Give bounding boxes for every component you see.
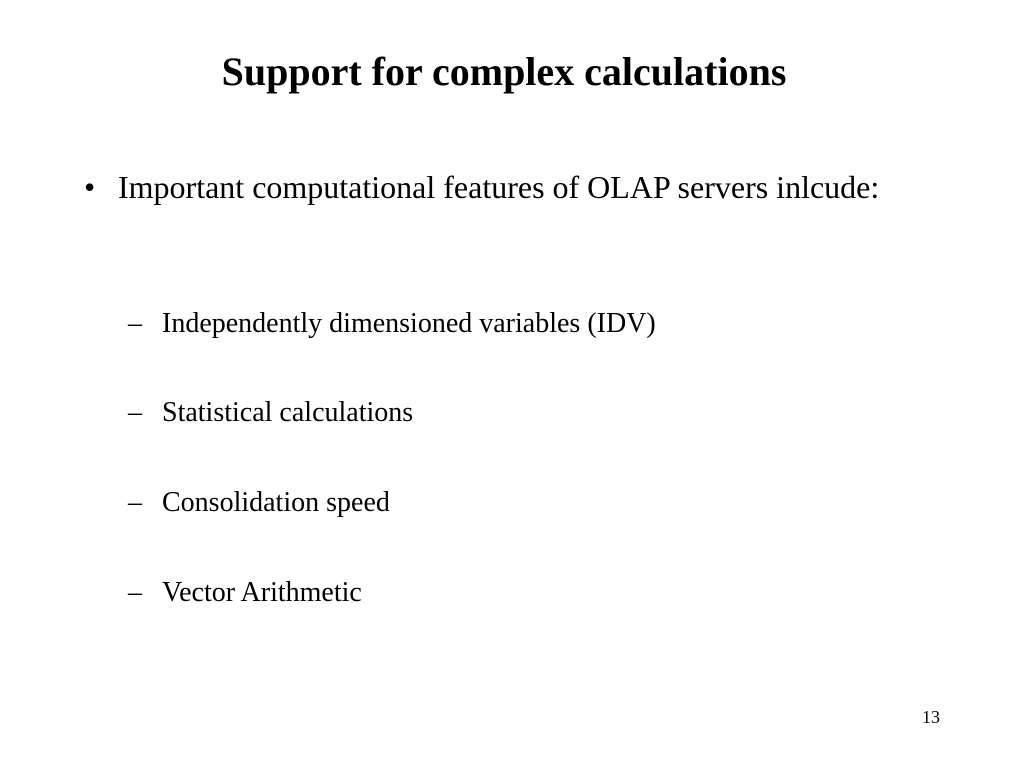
sub-bullet-idv bbox=[128, 307, 948, 341]
page-number: 13 bbox=[922, 707, 940, 727]
sub-bullet-consolidation bbox=[128, 486, 948, 520]
bullet-marker: • bbox=[84, 169, 96, 205]
sub-bullet-marker: – bbox=[128, 577, 142, 608]
sub-bullet-vector bbox=[128, 576, 948, 610]
sub-bullet-text: Statistical calculations bbox=[162, 397, 414, 428]
sub-bullet-text: Vector Arithmetic bbox=[162, 577, 362, 608]
sub-bullet-text: Independently dimensioned variables (IDV) bbox=[162, 308, 656, 339]
sub-bullet-marker: – bbox=[128, 308, 142, 339]
sub-bullet-marker: – bbox=[128, 487, 142, 518]
sub-bullet-marker: – bbox=[128, 397, 142, 428]
sub-bullet-statistical bbox=[128, 396, 948, 430]
slide-title: Support for complex calculations bbox=[221, 49, 787, 94]
sub-bullet-text: Consolidation speed bbox=[162, 487, 390, 518]
bullet-text: Important computational features of OLAP servers inlcude: bbox=[118, 169, 880, 205]
main-bullet bbox=[84, 168, 964, 206]
